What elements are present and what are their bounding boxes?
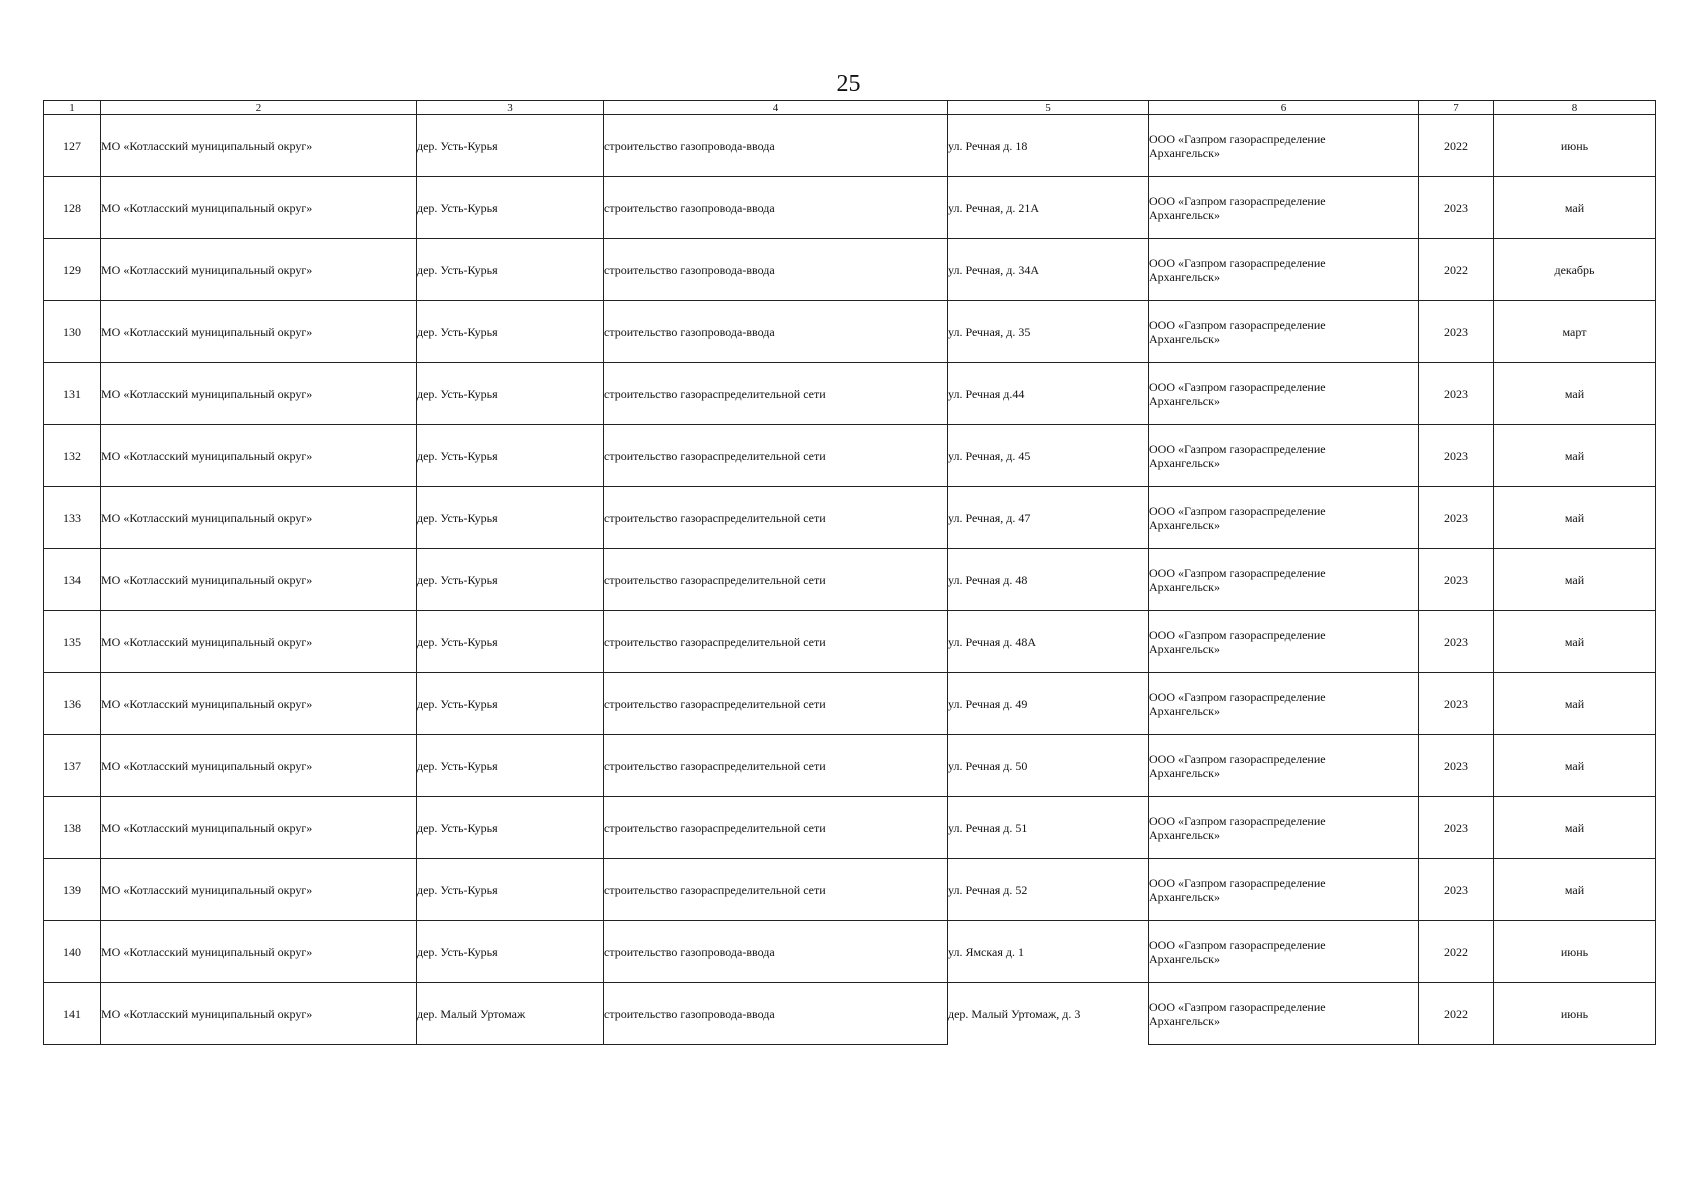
month-cell: май	[1494, 425, 1656, 487]
organization-cell	[1149, 177, 1419, 239]
month-cell: май	[1494, 859, 1656, 921]
month-cell: май	[1494, 549, 1656, 611]
registry-table	[43, 100, 1656, 1045]
column-header: 6	[1149, 101, 1419, 115]
municipality-cell: МО «Котласский муниципальный округ»	[101, 115, 417, 177]
settlement-cell: дер. Усть-Курья	[417, 859, 604, 921]
address-cell: ул. Речная д. 48	[948, 549, 1149, 611]
address-cell: ул. Речная д.44	[948, 363, 1149, 425]
organization-cell	[1149, 425, 1419, 487]
organization-line: ООО «Газпром газораспределение	[1149, 255, 1326, 270]
organization-line: ООО «Газпром газораспределение	[1149, 999, 1326, 1014]
column-header: 2	[101, 101, 417, 115]
organization-line: Архангельск»	[1149, 269, 1220, 284]
work-type-cell: строительство газопровода-ввода	[604, 921, 948, 983]
address-cell: ул. Речная, д. 47	[948, 487, 1149, 549]
work-type-cell: строительство газораспределительной сети	[604, 487, 948, 549]
table-row	[44, 549, 1656, 611]
settlement-cell: дер. Усть-Курья	[417, 673, 604, 735]
work-type-cell: строительство газораспределительной сети	[604, 549, 948, 611]
organization-cell	[1149, 673, 1419, 735]
organization-line: Архангельск»	[1149, 145, 1220, 160]
address-cell: ул. Речная, д. 35	[948, 301, 1149, 363]
organization-cell	[1149, 611, 1419, 673]
month-cell: май	[1494, 673, 1656, 735]
year-cell: 2023	[1419, 611, 1494, 673]
month-cell: май	[1494, 797, 1656, 859]
month-cell: май	[1494, 611, 1656, 673]
month-cell: май	[1494, 177, 1656, 239]
municipality-cell: МО «Котласский муниципальный округ»	[101, 549, 417, 611]
organization-cell	[1149, 363, 1419, 425]
settlement-cell: дер. Усть-Курья	[417, 301, 604, 363]
address-cell: ул. Речная, д. 45	[948, 425, 1149, 487]
table-row	[44, 673, 1656, 735]
settlement-cell: дер. Усть-Курья	[417, 549, 604, 611]
municipality-cell: МО «Котласский муниципальный округ»	[101, 239, 417, 301]
organization-line: Архангельск»	[1149, 703, 1220, 718]
year-cell: 2022	[1419, 983, 1494, 1045]
organization-cell	[1149, 983, 1419, 1045]
work-type-cell: строительство газораспределительной сети	[604, 611, 948, 673]
settlement-cell: дер. Усть-Курья	[417, 239, 604, 301]
table-row	[44, 611, 1656, 673]
organization-line: ООО «Газпром газораспределение	[1149, 441, 1326, 456]
address-cell: ул. Речная д. 52	[948, 859, 1149, 921]
table-row	[44, 239, 1656, 301]
column-header: 8	[1494, 101, 1656, 115]
organization-cell	[1149, 301, 1419, 363]
work-type-cell: строительство газораспределительной сети	[604, 859, 948, 921]
month-cell: март	[1494, 301, 1656, 363]
municipality-cell: МО «Котласский муниципальный округ»	[101, 177, 417, 239]
work-type-cell: строительство газораспределительной сети	[604, 363, 948, 425]
row-number-cell: 140	[44, 921, 101, 983]
year-cell: 2022	[1419, 921, 1494, 983]
year-cell: 2023	[1419, 363, 1494, 425]
settlement-cell: дер. Усть-Курья	[417, 363, 604, 425]
month-cell: июнь	[1494, 983, 1656, 1045]
work-type-cell: строительство газораспределительной сети	[604, 673, 948, 735]
row-number-cell: 132	[44, 425, 101, 487]
organization-cell	[1149, 921, 1419, 983]
organization-line: Архангельск»	[1149, 207, 1220, 222]
address-cell: ул. Ямская д. 1	[948, 921, 1149, 983]
row-number-cell: 137	[44, 735, 101, 797]
table-row	[44, 983, 1656, 1045]
table-row	[44, 921, 1656, 983]
organization-line: Архангельск»	[1149, 827, 1220, 842]
organization-cell	[1149, 797, 1419, 859]
month-cell: май	[1494, 487, 1656, 549]
organization-line: Архангельск»	[1149, 765, 1220, 780]
municipality-cell: МО «Котласский муниципальный округ»	[101, 301, 417, 363]
organization-line: ООО «Газпром газораспределение	[1149, 317, 1326, 332]
row-number-cell: 131	[44, 363, 101, 425]
address-cell: ул. Речная, д. 21А	[948, 177, 1149, 239]
work-type-cell: строительство газопровода-ввода	[604, 983, 948, 1045]
settlement-cell: дер. Малый Уртомаж	[417, 983, 604, 1045]
column-header: 1	[44, 101, 101, 115]
organization-line: ООО «Газпром газораспределение	[1149, 751, 1326, 766]
row-number-cell: 141	[44, 983, 101, 1045]
organization-line: ООО «Газпром газораспределение	[1149, 689, 1326, 704]
municipality-cell: МО «Котласский муниципальный округ»	[101, 611, 417, 673]
address-cell: ул. Речная, д. 34А	[948, 239, 1149, 301]
year-cell: 2023	[1419, 425, 1494, 487]
organization-line: Архангельск»	[1149, 1013, 1220, 1028]
organization-line: ООО «Газпром газораспределение	[1149, 379, 1326, 394]
table-row	[44, 735, 1656, 797]
column-header: 4	[604, 101, 948, 115]
month-cell: май	[1494, 735, 1656, 797]
work-type-cell: строительство газопровода-ввода	[604, 301, 948, 363]
table-row	[44, 797, 1656, 859]
row-number-cell: 134	[44, 549, 101, 611]
column-number-header	[44, 101, 1656, 115]
year-cell: 2023	[1419, 735, 1494, 797]
address-cell: дер. Малый Уртомаж, д. 3	[948, 983, 1149, 1045]
organization-line: Архангельск»	[1149, 951, 1220, 966]
year-cell: 2023	[1419, 177, 1494, 239]
year-cell: 2022	[1419, 239, 1494, 301]
work-type-cell: строительство газопровода-ввода	[604, 115, 948, 177]
organization-cell	[1149, 549, 1419, 611]
organization-line: ООО «Газпром газораспределение	[1149, 875, 1326, 890]
column-header: 5	[948, 101, 1149, 115]
address-cell: ул. Речная д. 51	[948, 797, 1149, 859]
settlement-cell: дер. Усть-Курья	[417, 611, 604, 673]
row-number-cell: 129	[44, 239, 101, 301]
municipality-cell: МО «Котласский муниципальный округ»	[101, 487, 417, 549]
work-type-cell: строительство газопровода-ввода	[604, 177, 948, 239]
municipality-cell: МО «Котласский муниципальный округ»	[101, 673, 417, 735]
year-cell: 2023	[1419, 859, 1494, 921]
month-cell: июнь	[1494, 921, 1656, 983]
row-number-cell: 127	[44, 115, 101, 177]
year-cell: 2023	[1419, 301, 1494, 363]
municipality-cell: МО «Котласский муниципальный округ»	[101, 859, 417, 921]
municipality-cell: МО «Котласский муниципальный округ»	[101, 797, 417, 859]
settlement-cell: дер. Усть-Курья	[417, 425, 604, 487]
year-cell: 2022	[1419, 115, 1494, 177]
address-cell: ул. Речная д. 48А	[948, 611, 1149, 673]
column-header: 3	[417, 101, 604, 115]
table-row	[44, 177, 1656, 239]
organization-line: ООО «Газпром газораспределение	[1149, 937, 1326, 952]
table-row	[44, 301, 1656, 363]
row-number-cell: 130	[44, 301, 101, 363]
settlement-cell: дер. Усть-Курья	[417, 177, 604, 239]
organization-line: ООО «Газпром газораспределение	[1149, 565, 1326, 580]
row-number-cell: 138	[44, 797, 101, 859]
settlement-cell: дер. Усть-Курья	[417, 115, 604, 177]
year-cell: 2023	[1419, 487, 1494, 549]
organization-line: Архангельск»	[1149, 889, 1220, 904]
settlement-cell: дер. Усть-Курья	[417, 797, 604, 859]
row-number-cell: 136	[44, 673, 101, 735]
year-cell: 2023	[1419, 673, 1494, 735]
organization-cell	[1149, 239, 1419, 301]
year-cell: 2023	[1419, 797, 1494, 859]
table-row	[44, 425, 1656, 487]
settlement-cell: дер. Усть-Курья	[417, 487, 604, 549]
month-cell: июнь	[1494, 115, 1656, 177]
organization-line: ООО «Газпром газораспределение	[1149, 627, 1326, 642]
organization-line: Архангельск»	[1149, 331, 1220, 346]
settlement-cell: дер. Усть-Курья	[417, 921, 604, 983]
column-header: 7	[1419, 101, 1494, 115]
organization-line: ООО «Газпром газораспределение	[1149, 193, 1326, 208]
organization-cell	[1149, 115, 1419, 177]
organization-line: ООО «Газпром газораспределение	[1149, 813, 1326, 828]
address-cell: ул. Речная д. 50	[948, 735, 1149, 797]
address-cell: ул. Речная д. 49	[948, 673, 1149, 735]
organization-line: Архангельск»	[1149, 579, 1220, 594]
table-row	[44, 859, 1656, 921]
organization-line: Архангельск»	[1149, 455, 1220, 470]
row-number-cell: 133	[44, 487, 101, 549]
row-number-cell: 139	[44, 859, 101, 921]
table-row	[44, 487, 1656, 549]
month-cell: декабрь	[1494, 239, 1656, 301]
settlement-cell: дер. Усть-Курья	[417, 735, 604, 797]
work-type-cell: строительство газораспределительной сети	[604, 797, 948, 859]
month-cell: май	[1494, 363, 1656, 425]
row-number-cell: 128	[44, 177, 101, 239]
year-cell: 2023	[1419, 549, 1494, 611]
municipality-cell: МО «Котласский муниципальный округ»	[101, 363, 417, 425]
organization-line: Архангельск»	[1149, 393, 1220, 408]
municipality-cell: МО «Котласский муниципальный округ»	[101, 425, 417, 487]
work-type-cell: строительство газопровода-ввода	[604, 239, 948, 301]
organization-cell	[1149, 859, 1419, 921]
municipality-cell: МО «Котласский муниципальный округ»	[101, 735, 417, 797]
organization-line: ООО «Газпром газораспределение	[1149, 131, 1326, 146]
organization-cell	[1149, 735, 1419, 797]
row-number-cell: 135	[44, 611, 101, 673]
table-row	[44, 115, 1656, 177]
page-number: 25	[836, 71, 861, 97]
table-row	[44, 363, 1656, 425]
organization-cell	[1149, 487, 1419, 549]
organization-line: ООО «Газпром газораспределение	[1149, 503, 1326, 518]
organization-line: Архангельск»	[1149, 641, 1220, 656]
organization-line: Архангельск»	[1149, 517, 1220, 532]
address-cell: ул. Речная д. 18	[948, 115, 1149, 177]
work-type-cell: строительство газораспределительной сети	[604, 735, 948, 797]
municipality-cell: МО «Котласский муниципальный округ»	[101, 983, 417, 1045]
municipality-cell: МО «Котласский муниципальный округ»	[101, 921, 417, 983]
work-type-cell: строительство газораспределительной сети	[604, 425, 948, 487]
